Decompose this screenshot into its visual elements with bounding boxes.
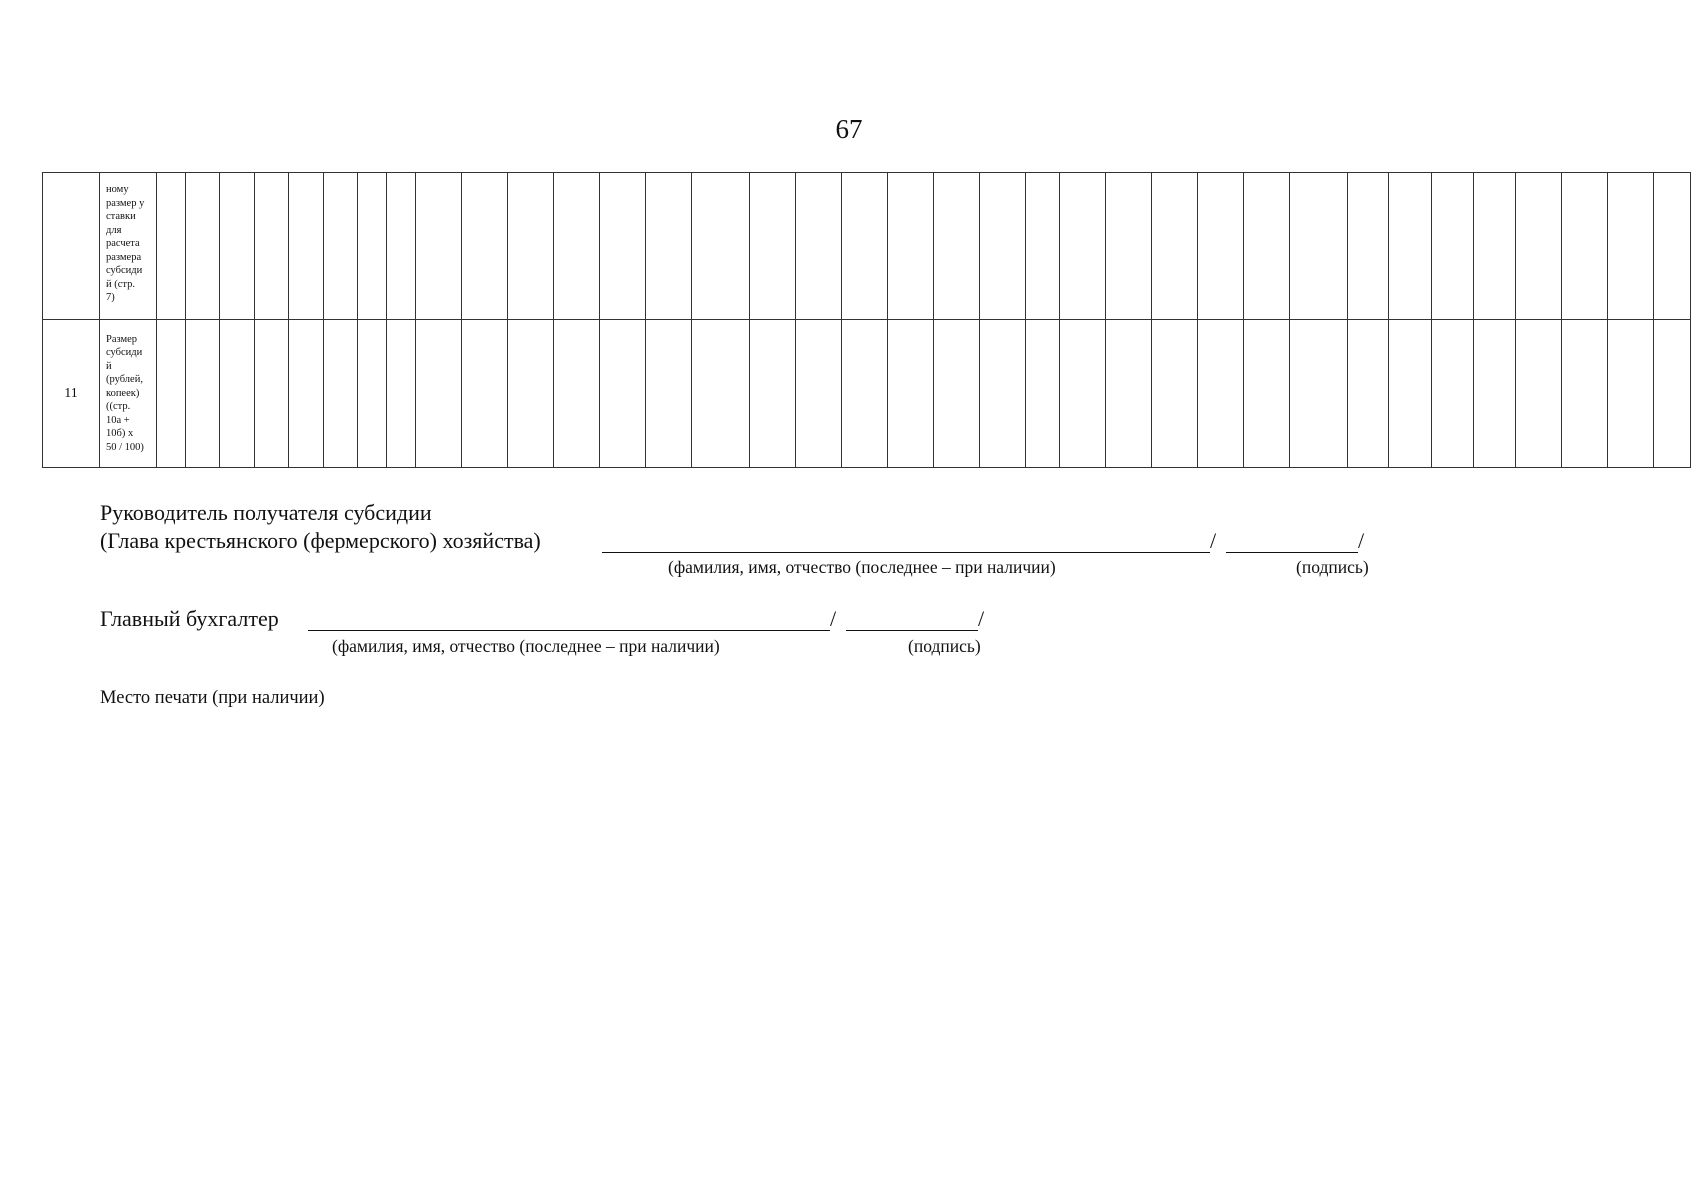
empty-cell[interactable] <box>750 320 796 468</box>
empty-cell[interactable] <box>1516 320 1562 468</box>
empty-cell[interactable] <box>220 320 255 468</box>
empty-cell[interactable] <box>324 320 358 468</box>
head-title-line2: (Глава крестьянского (фермерского) хозяйства) <box>100 528 541 553</box>
empty-cell[interactable] <box>462 173 508 320</box>
stamp-place-label: Место печати (при наличии) <box>100 688 325 708</box>
empty-cell[interactable] <box>934 320 980 468</box>
empty-cell[interactable] <box>324 173 358 320</box>
empty-cell[interactable] <box>416 173 462 320</box>
row-number-cell: 11 <box>43 320 100 468</box>
row-label-cell: Размер субсиди й (рублей, копеек) ((стр. 10а + 10б) х 50 / 100) <box>100 320 157 468</box>
empty-cell[interactable] <box>1290 320 1348 468</box>
empty-cell[interactable] <box>387 320 416 468</box>
empty-cell[interactable] <box>416 320 462 468</box>
empty-cell[interactable] <box>554 320 600 468</box>
empty-cell[interactable] <box>554 173 600 320</box>
empty-cell[interactable] <box>186 173 220 320</box>
empty-cell[interactable] <box>600 173 646 320</box>
empty-cell[interactable] <box>888 320 934 468</box>
accountant-label: Главный бухгалтер <box>100 606 279 631</box>
empty-cell[interactable] <box>796 173 842 320</box>
head-title-line1: Руководитель получателя субсидии <box>100 500 432 525</box>
head-signature-slash: / <box>1358 528 1365 553</box>
empty-cell[interactable] <box>157 320 186 468</box>
empty-cell[interactable] <box>220 173 255 320</box>
accountant-name-slash: / <box>830 606 837 631</box>
empty-cell[interactable] <box>1026 173 1060 320</box>
empty-cell[interactable] <box>1389 173 1432 320</box>
empty-cell[interactable] <box>289 320 324 468</box>
empty-cell[interactable] <box>1244 173 1290 320</box>
empty-cell[interactable] <box>980 320 1026 468</box>
empty-cell[interactable] <box>358 173 387 320</box>
row-number-cell <box>43 173 100 320</box>
empty-cell[interactable] <box>980 173 1026 320</box>
empty-cell[interactable] <box>1060 320 1106 468</box>
empty-cell[interactable] <box>387 173 416 320</box>
head-name-line[interactable] <box>602 552 1210 553</box>
empty-cell[interactable] <box>1198 320 1244 468</box>
accountant-signature-slash: / <box>978 606 985 631</box>
row-label-cell: ному размер у ставки для расчета размера субсиди й (стр. 7) <box>100 173 157 320</box>
empty-cell[interactable] <box>1348 320 1389 468</box>
empty-cell[interactable] <box>255 320 289 468</box>
empty-cell[interactable] <box>842 173 888 320</box>
empty-cell[interactable] <box>934 173 980 320</box>
empty-cell[interactable] <box>600 320 646 468</box>
empty-cell[interactable] <box>186 320 220 468</box>
empty-cell[interactable] <box>1152 173 1198 320</box>
head-name-caption: (фамилия, имя, отчество (последнее – при наличии) <box>668 557 1056 577</box>
empty-cell[interactable] <box>646 173 692 320</box>
empty-cell[interactable] <box>1244 320 1290 468</box>
empty-cell[interactable] <box>1348 173 1389 320</box>
head-signature-line[interactable] <box>1226 552 1358 553</box>
accountant-name-caption: (фамилия, имя, отчество (последнее – при наличии) <box>332 636 720 656</box>
empty-cell[interactable] <box>750 173 796 320</box>
empty-cell[interactable] <box>1389 320 1432 468</box>
head-name-slash: / <box>1210 528 1217 553</box>
empty-cell[interactable] <box>157 173 186 320</box>
empty-cell[interactable] <box>255 173 289 320</box>
empty-cell[interactable] <box>358 320 387 468</box>
empty-cell[interactable] <box>646 320 692 468</box>
empty-cell[interactable] <box>1516 173 1562 320</box>
empty-cell[interactable] <box>1562 320 1608 468</box>
empty-cell[interactable] <box>692 320 750 468</box>
empty-cell[interactable] <box>1654 173 1691 320</box>
empty-cell[interactable] <box>888 173 934 320</box>
accountant-name-line[interactable] <box>308 630 830 631</box>
empty-cell[interactable] <box>508 173 554 320</box>
accountant-signature-line[interactable] <box>846 630 978 631</box>
empty-cell[interactable] <box>1474 173 1516 320</box>
empty-cell[interactable] <box>842 320 888 468</box>
empty-cell[interactable] <box>1152 320 1198 468</box>
empty-cell[interactable] <box>692 173 750 320</box>
empty-cell[interactable] <box>1432 320 1474 468</box>
empty-cell[interactable] <box>508 320 554 468</box>
page-number: 67 <box>835 114 863 144</box>
empty-cell[interactable] <box>1106 173 1152 320</box>
head-signature-caption: (подпись) <box>1296 557 1369 577</box>
empty-cell[interactable] <box>1608 320 1654 468</box>
table-row <box>43 320 1691 468</box>
subsidy-calculation-table <box>42 172 1691 468</box>
empty-cell[interactable] <box>462 320 508 468</box>
empty-cell[interactable] <box>1654 320 1691 468</box>
empty-cell[interactable] <box>1432 173 1474 320</box>
empty-cell[interactable] <box>289 173 324 320</box>
empty-cell[interactable] <box>1060 173 1106 320</box>
empty-cell[interactable] <box>1198 173 1244 320</box>
empty-cell[interactable] <box>1474 320 1516 468</box>
empty-cell[interactable] <box>796 320 842 468</box>
empty-cell[interactable] <box>1608 173 1654 320</box>
empty-cell[interactable] <box>1290 173 1348 320</box>
empty-cell[interactable] <box>1562 173 1608 320</box>
empty-cell[interactable] <box>1106 320 1152 468</box>
empty-cell[interactable] <box>1026 320 1060 468</box>
table-row <box>43 173 1691 320</box>
accountant-signature-caption: (подпись) <box>908 636 981 656</box>
